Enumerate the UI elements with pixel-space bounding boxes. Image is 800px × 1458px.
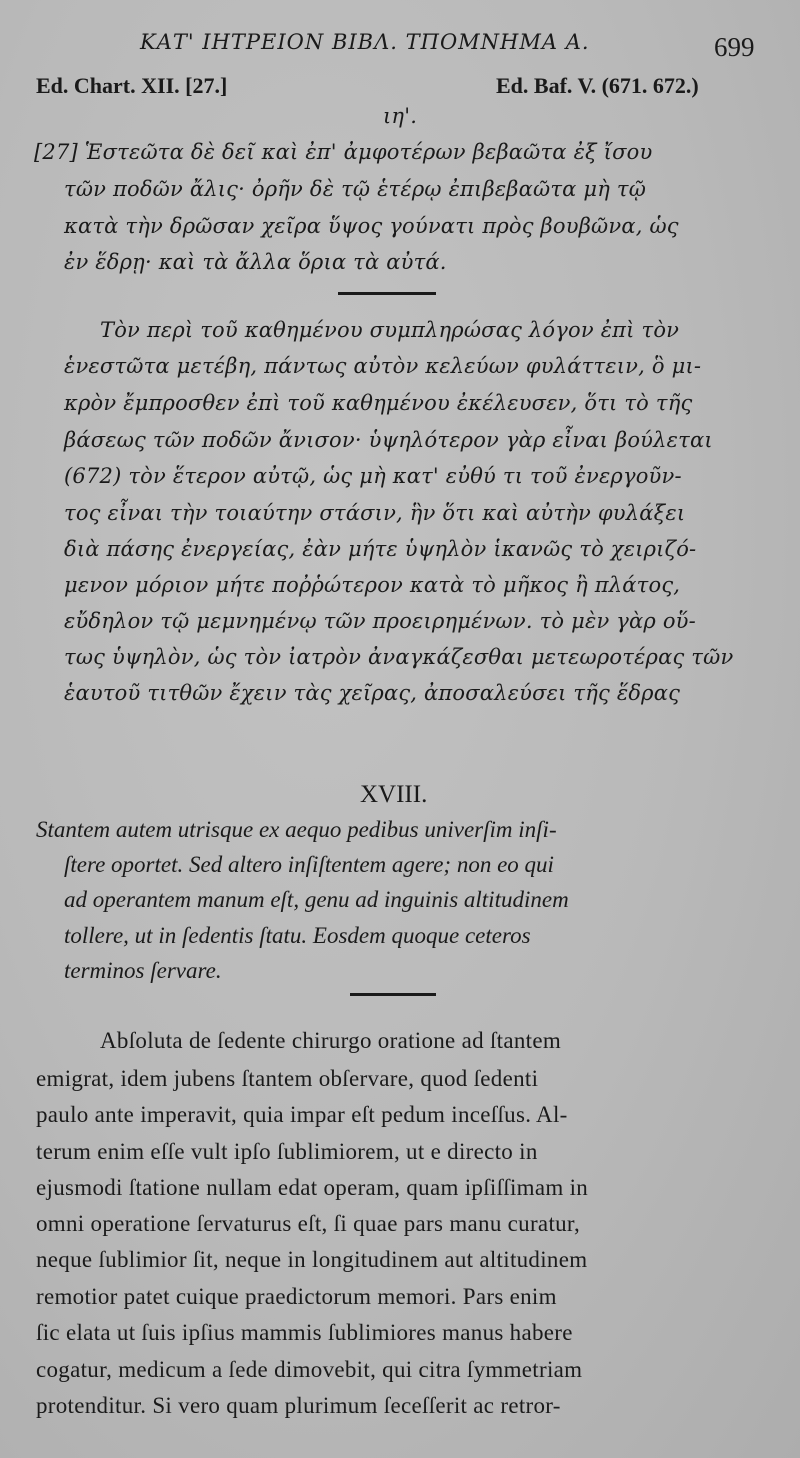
greek-commentary-line: ἑαυτοῦ τιτθῶν ἔχειν τὰς χεῖρας, ἀποσαλεύσει τῆς ἕδρας — [64, 681, 681, 705]
latin-commentary-line: neque ſublimior ſit, neque in longitudinem aut altitudinem — [36, 1247, 588, 1272]
page-number: 699 — [714, 32, 755, 62]
latin-text-line: tollere, ut in ſedentis ſtatu. Eosdem quoque ceteros — [64, 923, 531, 948]
greek-section-number: ιη'. — [383, 104, 418, 128]
greek-commentary-line: βάσεως τῶν ποδῶν ἄνισον· ὑψηλότερον γὰρ εἶναι βούλεται — [64, 428, 713, 452]
greek-commentary-line: κρὸν ἔμπροσθεν ἐπὶ τοῦ καθημένου ἐκέλευσεν, ὅτι τὸ τῆς — [64, 391, 693, 415]
running-title: ΚΑΤ' ΙΗΤΡΕΙΟΝ ΒΙΒΛ. ΤΠΟΜΝΗΜΑ Α. — [140, 30, 590, 54]
greek-text-line: τῶν ποδῶν ἄλις· ὀρῆν δὲ τῷ ἑτέρῳ ἐπιβεβαῶτα μὴ τῷ — [64, 177, 647, 201]
edition-left: Ed. Chart. XII. [27.] — [36, 73, 228, 98]
greek-commentary-line: τος εἶναι τὴν τοιαύτην στάσιν, ἣν ὅτι καὶ αὐτὴν φυλάξει — [64, 501, 686, 525]
greek-commentary-line: (672) τὸν ἕτερον αὐτῷ, ὡς μὴ κατ' εὐθύ τι τοῦ ἐνεργοῦν- — [64, 464, 682, 488]
latin-commentary-line: Abſoluta de ſedente chirurgo oratione ad ſtantem — [100, 1028, 562, 1053]
greek-text-line: ἐν ἕδρῃ· καὶ τὰ ἄλλα ὅρια τὰ αὐτά. — [64, 250, 447, 274]
greek-commentary-line: Τὸν περὶ τοῦ καθημένου συμπληρώσας λόγον ἐπὶ τὸν — [100, 318, 680, 342]
greek-commentary-line: εὔδηλον τῷ μεμνημένῳ τῶν προειρημένων. τὸ μὲν γὰρ οὕ- — [64, 609, 696, 633]
greek-text-line: [27] Ἑστεῶτα δὲ δεῖ καὶ ἐπ' ἀμφοτέρων βεβαῶτα ἐξ ἴσου — [34, 140, 653, 164]
latin-commentary-line: remotior patet cuique praedictorum memori. Pars enim — [36, 1284, 557, 1309]
latin-commentary-line: protenditur. Si vero quam plurimum ſeceſſerit ac retror- — [36, 1393, 561, 1418]
greek-commentary-line: ἑνεστῶτα μετέβη, πάντως αὐτὸν κελεύων φυλάττειν, ὃ μι- — [64, 354, 702, 378]
latin-section-number: XVIII. — [360, 781, 428, 808]
latin-commentary-line: terum enim eſſe vult ipſo ſublimiorem, ut e directo in — [36, 1139, 538, 1164]
greek-commentary-line: τως ὑψηλὸν, ὡς τὸν ἰατρὸν ἀναγκάζεσθαι μετεωροτέρας τῶν — [64, 645, 734, 669]
section-divider — [338, 292, 436, 295]
latin-commentary-line: paulo ante imperavit, quia impar eſt pedum inceſſus. Al- — [36, 1102, 568, 1127]
greek-text-line: κατὰ τὴν δρῶσαν χεῖρα ὕψος γούνατι πρὸς βουβῶνα, ὡς — [64, 214, 679, 238]
edition-right: Ed. Baf. V. (671. 672.) — [496, 73, 699, 98]
latin-commentary-line: omni operatione ſervaturus eſt, ſi quae pars manu curatur, — [36, 1211, 581, 1236]
latin-commentary-line: cogatur, medicum a ſede dimovebit, qui citra ſymmetriam — [36, 1357, 583, 1382]
latin-text-line: ſtere oportet. Sed altero inſiſtentem agere; non eo qui — [64, 852, 554, 877]
latin-commentary-line: ejusmodi ſtatione nullam edat operam, quam ipſiſſimam in — [36, 1175, 589, 1200]
greek-commentary-line: διὰ πάσης ἐνεργείας, ἐὰν μήτε ὑψηλὸν ἱκανῶς τὸ χειριζό- — [64, 537, 697, 561]
latin-commentary-line: ſic elata ut ſuis ipſius mammis ſublimiores manus habere — [36, 1320, 573, 1345]
latin-text-line: ad operantem manum eſt, genu ad inguinis altitudinem — [64, 887, 569, 912]
latin-text-line: Stantem autem utrisque ex aequo pedibus univerſim inſi- — [36, 817, 557, 842]
section-divider — [350, 993, 436, 996]
latin-text-line: terminos ſervare. — [64, 958, 222, 983]
latin-commentary-line: emigrat, idem jubens ſtantem obſervare, quod ſedenti — [36, 1066, 539, 1091]
greek-commentary-line: μενον μόριον μήτε ποῤῥώτερον κατὰ τὸ μῆκος ἢ πλάτος, — [64, 573, 681, 597]
